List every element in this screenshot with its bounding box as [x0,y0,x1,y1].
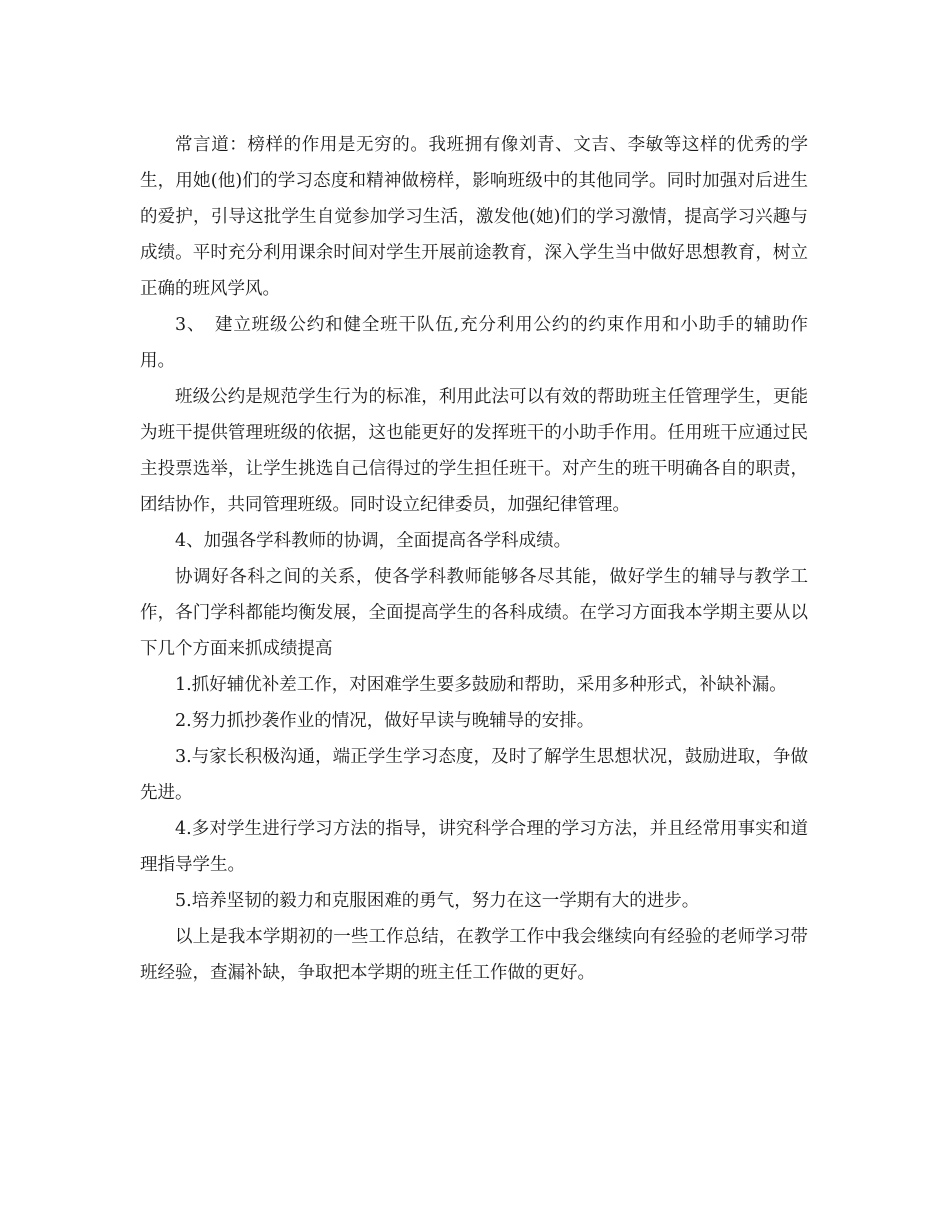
list-item-5: 5.培养坚韧的毅力和克服困难的勇气，努力在这一学期有大的进步。 [175,891,700,911]
list-item-4: 4.多对学生进行学习方法的指导，讲究科学合理的学习方法，并且经常用事实和道理指导学生。 [140,819,808,875]
list-item-1: 1.抓好辅优补差工作，对困难学生要多鼓励和帮助，采用多种形式，补缺补漏。 [175,675,787,695]
paragraph-conclusion: 以上是我本学期初的一些工作总结，在教学工作中我会继续向有经验的老师学习带班经验，查漏补缺，争取把本学期的班主任工作做的更好。 [140,927,808,983]
list-item-3: 3.与家长积极沟通，端正学生学习态度，及时了解学生思想状况，鼓励进取，争做先进。 [140,747,808,803]
document-body [140,127,808,991]
paragraph-class-convention: 班级公约是规范学生行为的标准，利用此法可以有效的帮助班主任管理学生，更能为班干提供管理班级的依据，这也能更好的发挥班干的小助手作用。任用班干应通过民主投票选举，让学生挑选自己信得过的学生担任班干。对产生的班干明确各自的职责，团结协作，共同管理班级。同时设立纪律委员，加强纪律管理。 [140,387,808,515]
paragraph-heading-4: 4、加强各学科教师的协调，全面提高各学科成绩。 [175,531,572,551]
paragraph-heading-3: 3、 建立班级公约和健全班干队伍,充分利用公约的约束作用和小助手的辅助作用。 [140,315,808,371]
paragraph-coordination: 协调好各科之间的关系，使各学科教师能够各尽其能，做好学生的辅导与教学工作，各门学科都能均衡发展，全面提高学生的各科成绩。在学习方面我本学期主要从以下几个方面来抓成绩提高 [140,567,808,659]
list-item-2: 2.努力抓抄袭作业的情况，做好早读与晚辅导的安排。 [175,711,595,731]
paragraph-role-models: 常言道：榜样的作用是无穷的。我班拥有像刘青、文吉、李敏等这样的优秀的学生，用她(他)们的学习态度和精神做榜样，影响班级中的其他同学。同时加强对后进生的爱护，引导这批学生自觉参加学习生活，激发他(她)们的学习激情，提高学习兴趣与成绩。平时充分利用课余时间对学生开展前途教育，深入学生当中做好思想教育，树立正确的班风学风。 [140,135,808,299]
